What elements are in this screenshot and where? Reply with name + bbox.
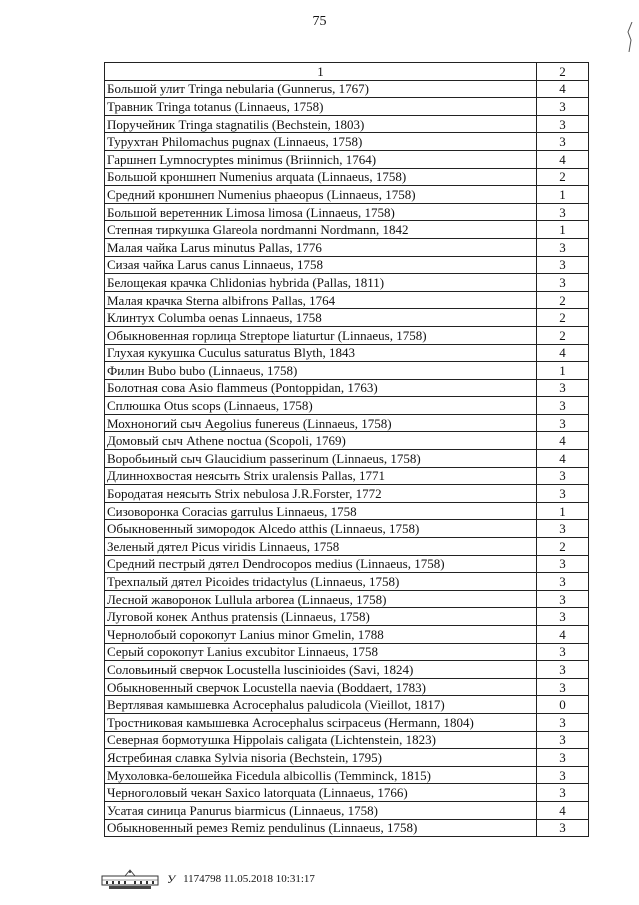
status-category-cell: 3 [537, 379, 589, 397]
status-category-cell: 2 [537, 326, 589, 344]
status-category-cell: 1 [537, 502, 589, 520]
status-category-cell: 3 [537, 238, 589, 256]
table-row [105, 678, 589, 696]
table-row [105, 467, 589, 485]
column-header: 2 [537, 63, 589, 81]
species-name-cell: Большой кроншнеп Numenius arquata (Linnaeus, 1758) [105, 168, 537, 186]
status-category-cell: 3 [537, 467, 589, 485]
status-category-cell: 4 [537, 432, 589, 450]
scan-mark [627, 22, 633, 52]
species-name-cell: Ястребиная славка Sylvia nisoria (Bechstein, 1795) [105, 749, 537, 767]
table-row [105, 221, 589, 239]
species-name-cell: Бородатая неясыть Strix nebulosa J.R.Forster, 1772 [105, 485, 537, 503]
species-name-cell: Обыкновенный зимородок Alcedo atthis (Linnaeus, 1758) [105, 520, 537, 538]
table-row [105, 326, 589, 344]
status-category-cell: 3 [537, 256, 589, 274]
status-category-cell: 3 [537, 784, 589, 802]
status-category-cell: 3 [537, 643, 589, 661]
table-row [105, 696, 589, 714]
table-row [105, 538, 589, 556]
species-name-cell: Соловьиный сверчок Locustella luscinioides (Savi, 1824) [105, 661, 537, 679]
government-emblem-icon [101, 868, 159, 890]
table-row [105, 450, 589, 468]
status-category-cell: 3 [537, 520, 589, 538]
species-name-cell: Степная тиркушка Glareola nordmanni Nordmann, 1842 [105, 221, 537, 239]
species-name-cell: Турухтан Philomachus pugnax (Linnaeus, 1758) [105, 133, 537, 151]
species-name-cell: Сизоворонка Coracias garrulus Linnaeus, 1758 [105, 502, 537, 520]
species-name-cell: Большой веретенник Limosa limosa (Linnaeus, 1758) [105, 203, 537, 221]
status-category-cell: 3 [537, 414, 589, 432]
species-name-cell: Мохноногий сыч Aegolius funereus (Linnaeus, 1758) [105, 414, 537, 432]
species-name-cell: Домовый сыч Athene noctua (Scopoli, 1769) [105, 432, 537, 450]
species-name-cell: Гаршнеп Lymnocryptes minimus (Briinnich, 1764) [105, 150, 537, 168]
table-row [105, 608, 589, 626]
table-row [105, 344, 589, 362]
table-row [105, 150, 589, 168]
species-name-cell: Мухоловка-белошейка Ficedula albicollis (Temminck, 1815) [105, 766, 537, 784]
table-row [105, 520, 589, 538]
status-category-cell: 3 [537, 731, 589, 749]
status-category-cell: 3 [537, 133, 589, 151]
document-stamp-text: 1174798 11.05.2018 10:31:17 [183, 873, 315, 885]
table-row [105, 203, 589, 221]
status-category-cell: 3 [537, 713, 589, 731]
table-row [105, 485, 589, 503]
status-category-cell: 3 [537, 661, 589, 679]
table-row [105, 731, 589, 749]
species-name-cell: Сплюшка Otus scops (Linnaeus, 1758) [105, 397, 537, 415]
species-name-cell: Зеленый дятел Picus viridis Linnaeus, 1758 [105, 538, 537, 556]
table-row [105, 766, 589, 784]
status-category-cell: 2 [537, 291, 589, 309]
table-row [105, 555, 589, 573]
table-row [105, 256, 589, 274]
species-name-cell: Лесной жаворонок Lullula arborea (Linnaeus, 1758) [105, 590, 537, 608]
status-category-cell: 3 [537, 397, 589, 415]
table-row [105, 626, 589, 644]
species-name-cell: Серый сорокопут Lanius excubitor Linnaeus, 1758 [105, 643, 537, 661]
status-category-cell: 4 [537, 150, 589, 168]
status-category-cell: 0 [537, 696, 589, 714]
status-category-cell: 3 [537, 608, 589, 626]
table-header-row [105, 63, 589, 81]
table-row [105, 784, 589, 802]
table-row [105, 432, 589, 450]
status-category-cell: 3 [537, 819, 589, 837]
species-name-cell: Сизая чайка Larus canus Linnaeus, 1758 [105, 256, 537, 274]
status-category-cell: 3 [537, 678, 589, 696]
table-row [105, 801, 589, 819]
species-name-cell: Средний пестрый дятел Dendrocopos medius (Linnaeus, 1758) [105, 555, 537, 573]
species-name-cell: Средний кроншнеп Numenius phaeopus (Linnaeus, 1758) [105, 186, 537, 204]
species-name-cell: Травник Tringa totanus (Linnaeus, 1758) [105, 98, 537, 116]
status-category-cell: 3 [537, 274, 589, 292]
status-category-cell: 1 [537, 221, 589, 239]
species-name-cell: Малая крачка Sterna albifrons Pallas, 1764 [105, 291, 537, 309]
species-name-cell: Усатая синица Panurus biarmicus (Linnaeus, 1758) [105, 801, 537, 819]
table-row [105, 238, 589, 256]
table-row [105, 819, 589, 837]
status-category-cell: 2 [537, 309, 589, 327]
table-row [105, 379, 589, 397]
page-number: 75 [312, 14, 327, 29]
species-name-cell: Поручейник Tringa stagnatilis (Bechstein, 1803) [105, 115, 537, 133]
species-name-cell: Северная бормотушка Hippolais caligata (Lichtenstein, 1823) [105, 731, 537, 749]
status-category-cell: 4 [537, 80, 589, 98]
table-row [105, 749, 589, 767]
table-row [105, 80, 589, 98]
species-name-cell: Воробьиный сыч Glaucidium passerinum (Linnaeus, 1758) [105, 450, 537, 468]
table-row [105, 661, 589, 679]
table-row [105, 397, 589, 415]
signature-mark: У [167, 871, 176, 886]
species-name-cell: Большой улит Tringa nebularia (Gunnerus, 1767) [105, 80, 537, 98]
table-row [105, 186, 589, 204]
table-row [105, 713, 589, 731]
footer [101, 868, 315, 890]
species-name-cell: Трехпалый дятел Picoides tridactylus (Linnaeus, 1758) [105, 573, 537, 591]
table-row [105, 98, 589, 116]
species-name-cell: Белощекая крачка Chlidonias hybrida (Pallas, 1811) [105, 274, 537, 292]
status-category-cell: 1 [537, 362, 589, 380]
status-category-cell: 4 [537, 344, 589, 362]
species-name-cell: Обыкновенная горлица Streptope liaturtur (Linnaeus, 1758) [105, 326, 537, 344]
table-row [105, 291, 589, 309]
species-name-cell: Клинтух Columba oenas Linnaeus, 1758 [105, 309, 537, 327]
species-name-cell: Малая чайка Larus minutus Pallas, 1776 [105, 238, 537, 256]
status-category-cell: 1 [537, 186, 589, 204]
status-category-cell: 2 [537, 538, 589, 556]
table-row [105, 502, 589, 520]
status-category-cell: 3 [537, 555, 589, 573]
species-name-cell: Глухая кукушка Cuculus saturatus Blyth, 1843 [105, 344, 537, 362]
status-category-cell: 4 [537, 450, 589, 468]
species-name-cell: Болотная сова Asio flammeus (Pontoppidan, 1763) [105, 379, 537, 397]
table-row [105, 573, 589, 591]
table-row [105, 274, 589, 292]
table-row [105, 362, 589, 380]
species-name-cell: Тростниковая камышевка Acrocephalus scirpaceus (Hermann, 1804) [105, 713, 537, 731]
table-row [105, 133, 589, 151]
status-category-cell: 3 [537, 749, 589, 767]
status-category-cell: 3 [537, 98, 589, 116]
species-name-cell: Черноголовый чекан Saxico latorquata (Linnaeus, 1766) [105, 784, 537, 802]
status-category-cell: 2 [537, 168, 589, 186]
species-name-cell: Обыкновенный ремез Remiz pendulinus (Linnaeus, 1758) [105, 819, 537, 837]
table-row [105, 309, 589, 327]
table-row [105, 414, 589, 432]
status-category-cell: 3 [537, 115, 589, 133]
status-category-cell: 3 [537, 573, 589, 591]
column-header: 1 [105, 63, 537, 81]
table-row [105, 590, 589, 608]
table-row [105, 643, 589, 661]
species-name-cell: Чернолобый сорокопут Lanius minor Gmelin, 1788 [105, 626, 537, 644]
table-row [105, 115, 589, 133]
species-table [104, 62, 589, 837]
status-category-cell: 3 [537, 590, 589, 608]
species-name-cell: Филин Bubo bubo (Linnaeus, 1758) [105, 362, 537, 380]
status-category-cell: 4 [537, 801, 589, 819]
status-category-cell: 4 [537, 626, 589, 644]
species-name-cell: Вертлявая камышевка Acrocephalus paludicola (Vieillot, 1817) [105, 696, 537, 714]
status-category-cell: 3 [537, 485, 589, 503]
table-row [105, 168, 589, 186]
status-category-cell: 3 [537, 766, 589, 784]
status-category-cell: 3 [537, 203, 589, 221]
species-name-cell: Длиннохвостая неясыть Strix uralensis Pallas, 1771 [105, 467, 537, 485]
species-name-cell: Луговой конек Anthus pratensis (Linnaeus, 1758) [105, 608, 537, 626]
species-name-cell: Обыкновенный сверчок Locustella naevia (Boddaert, 1783) [105, 678, 537, 696]
